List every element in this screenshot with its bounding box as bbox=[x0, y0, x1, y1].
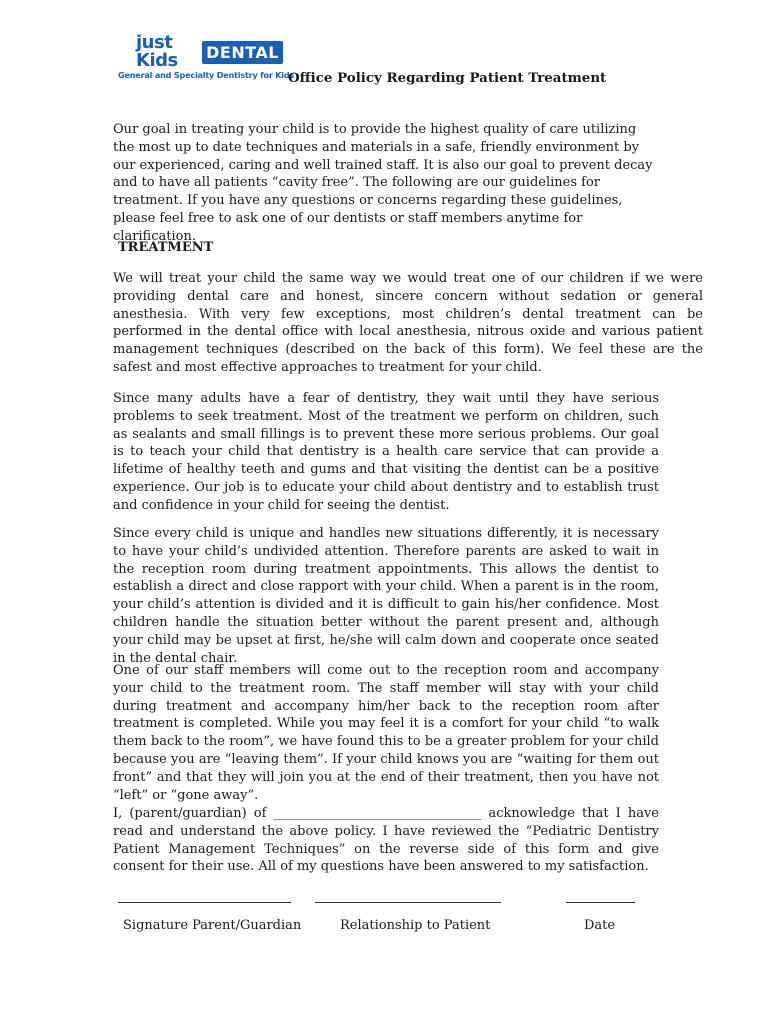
treatment-paragraph-1: We will treat your child the same way we would treat one of our children if we were providing dental care and honest, sincere concern without sedation or general anesthesia. With very few exceptions, most children’s dental treatment can be performed in the dental office with local anesthesia, nitrous oxide and various patient management techniques (described on the back of this form). We feel these are the safest and most effective approaches to treatment for your child. bbox=[113, 271, 703, 375]
treatment-paragraph-2: Since many adults have a fear of dentistry, they wait until they have serious problems to seek treatment. Most of the treatment we perform on children, such as sealants and small fillings is to prevent these more serious problems. Our goal is to teach your child that dentistry is a health care service that can provide a lifetime of healthy teeth and gums and that visiting the dentist can be a positive experience. Our job is to educate your child about dentistry and to establish trust and confidence in your child for seeing the dentist. bbox=[113, 391, 659, 513]
treatment-paragraph-3: Since every child is unique and handles new situations differently, it is necessary to have your child’s undivided attention. Therefore parents are asked to wait in the reception room during treatment appointments. This allows the dentist to establish a direct and close rapport with your child. When a parent is in the room, your child’s attention is divided and it is difficult to gain his/her confidence. Most children handle the situation better without the parent present and, although your child may be upset at first, he/she will calm down and cooperate once seated in the dental chair. bbox=[113, 526, 659, 666]
signature-parent-label: Signature Parent/Guardian bbox=[123, 918, 302, 933]
just-kids-dental-logo bbox=[118, 32, 295, 88]
logo-brand-text: just Kids bbox=[136, 32, 178, 71]
date-line[interactable] bbox=[566, 902, 635, 903]
acknowledgement-paragraph: I, (parent/guardian) of ________________________________ acknowledge that I have read and understand the above policy. I have reviewed the “Pediatric Dentistry Patient Management Techniques” on the reverse side of this form and give consent for their use. All of my questions have been answered to my satisfaction. bbox=[113, 806, 659, 875]
relationship-line[interactable] bbox=[315, 902, 501, 903]
logo-wordmark bbox=[136, 32, 283, 71]
signature-parent-line[interactable] bbox=[118, 902, 291, 903]
date-label: Date bbox=[584, 918, 616, 933]
document-title: Office Policy Regarding Patient Treatment bbox=[288, 70, 607, 86]
logo-dental-badge: DENTAL bbox=[202, 41, 283, 64]
treatment-paragraph-4: One of our staff members will come out to the reception room and accompany your child to the treatment room. The staff member will stay with your child during treatment and accompany him/her back to the reception room after treatment is completed. While you may feel it is a comfort for your child “to walk them back to the room”, we have found this to be a greater problem for your child because you are “leaving them”. If your child knows you are “waiting for them out front” and that they will join you at the end of their treatment, then you have not “left” or “gone away”. bbox=[113, 663, 659, 803]
relationship-label: Relationship to Patient bbox=[340, 918, 491, 933]
intro-paragraph: Our goal in treating your child is to provide the highest quality of care utilizing the most up to date techniques and materials in a safe, friendly environment by our experienced, caring and well trained staff. It is also our goal to prevent decay and to have all patients “cavity free”. The following are our guidelines for treatment. If you have any questions or concerns regarding these guidelines, please feel free to ask one of our dentists or staff members anytime for clarification. bbox=[113, 122, 653, 244]
treatment-heading: TREATMENT bbox=[118, 240, 214, 255]
logo-tagline: General and Specialty Dentistry for Kids bbox=[118, 70, 295, 80]
